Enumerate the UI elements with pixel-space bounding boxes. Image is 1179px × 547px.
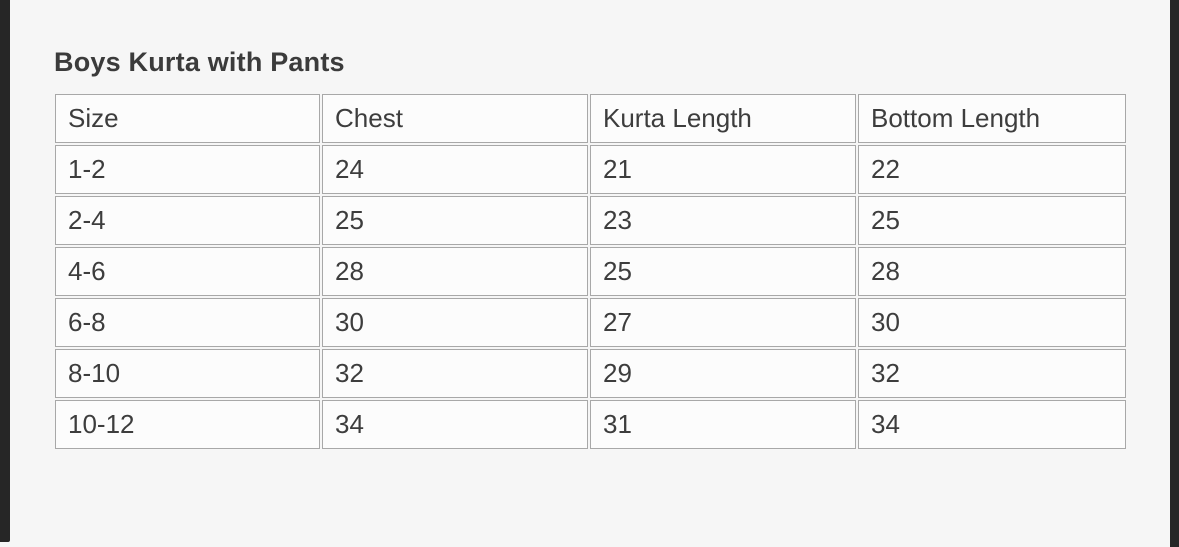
kurta-length-cell: 25: [590, 247, 856, 296]
column-header-kurta-length: Kurta Length: [590, 94, 856, 143]
kurta-length-cell: 27: [590, 298, 856, 347]
size-cell: 6-8: [55, 298, 320, 347]
size-cell: 8-10: [55, 349, 320, 398]
table-row: [55, 349, 1126, 398]
bottom-length-cell: 22: [858, 145, 1126, 194]
table-row: [55, 247, 1126, 296]
chest-cell: 28: [322, 247, 588, 296]
column-header-chest: Chest: [322, 94, 588, 143]
size-chart-section: [53, 46, 1126, 451]
column-header-size: Size: [55, 94, 320, 143]
bottom-length-cell: 34: [858, 400, 1126, 449]
header-row: [55, 94, 1126, 143]
size-chart-body: [55, 145, 1126, 449]
kurta-length-cell: 29: [590, 349, 856, 398]
kurta-length-cell: 23: [590, 196, 856, 245]
chest-cell: 32: [322, 349, 588, 398]
size-chart-title: Boys Kurta with Pants: [54, 47, 345, 77]
bottom-length-cell: 28: [858, 247, 1126, 296]
left-edge-strip: [0, 0, 10, 542]
right-edge-strip: [1170, 0, 1179, 547]
size-cell: 1-2: [55, 145, 320, 194]
size-chart-header: [55, 94, 1126, 143]
size-cell: 4-6: [55, 247, 320, 296]
bottom-length-cell: 32: [858, 349, 1126, 398]
table-row: [55, 298, 1126, 347]
column-header-bottom-length: Bottom Length: [858, 94, 1126, 143]
bottom-length-cell: 30: [858, 298, 1126, 347]
size-cell: 10-12: [55, 400, 320, 449]
size-cell: 2-4: [55, 196, 320, 245]
chest-cell: 25: [322, 196, 588, 245]
table-row: [55, 145, 1126, 194]
chest-cell: 24: [322, 145, 588, 194]
chest-cell: 34: [322, 400, 588, 449]
table-row: [55, 400, 1126, 449]
size-chart-table: [53, 92, 1128, 451]
bottom-length-cell: 25: [858, 196, 1126, 245]
kurta-length-cell: 31: [590, 400, 856, 449]
table-row: [55, 196, 1126, 245]
kurta-length-cell: 21: [590, 145, 856, 194]
chest-cell: 30: [322, 298, 588, 347]
